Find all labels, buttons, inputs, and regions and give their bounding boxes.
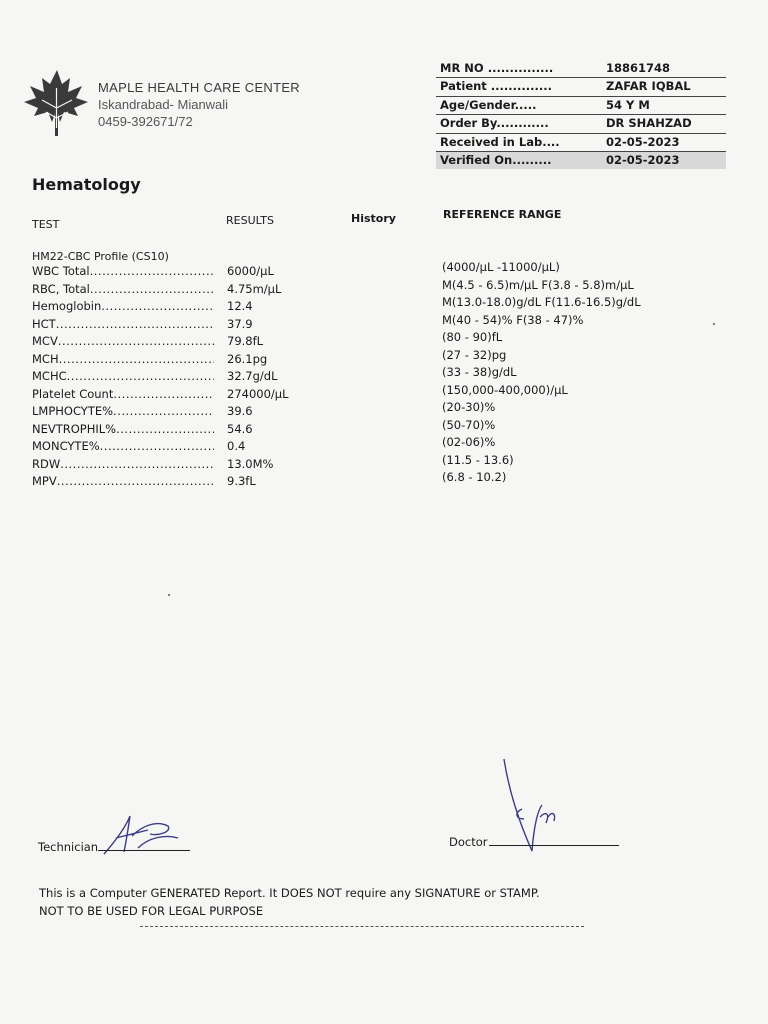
table-row	[32, 435, 732, 457]
test-result: 37.9	[227, 316, 253, 331]
patient-info-row	[436, 152, 726, 169]
test-name: MCH .....	[32, 352, 214, 366]
order-by-label: Order By............	[440, 116, 549, 131]
reference-range: (50-70)%	[442, 417, 496, 432]
reference-range: M(40 - 54)% F(38 - 47)%	[442, 312, 584, 327]
footer-divider	[140, 926, 584, 927]
org-address: Iskandrabad- Mianwali	[98, 97, 229, 112]
age-gender-value: 54 Y M	[606, 97, 650, 112]
table-row	[32, 382, 732, 405]
reference-range: M(4.5 - 6.5)m/µL F(3.8 - 5.8)m/µL	[442, 277, 634, 292]
table-row	[32, 330, 732, 352]
test-name: RBC, Total .....	[32, 282, 214, 296]
test-name: LMPHOCYTE% .....	[32, 404, 214, 418]
test-name: MONCYTE% .....	[32, 439, 214, 453]
doctor-signature-line	[489, 845, 619, 846]
doctor-label: Doctor	[449, 835, 488, 849]
test-result: 32.7g/dL	[227, 369, 278, 383]
order-by-value: DR SHAHZAD	[606, 116, 692, 131]
test-name: Hemoglobin .....	[32, 299, 214, 313]
test-name: MCHC .....	[32, 369, 214, 383]
reference-range: (33 - 38)g/dL	[442, 365, 517, 379]
org-header	[98, 79, 300, 130]
verified-label: Verified On.........	[440, 152, 552, 167]
table-row	[32, 452, 732, 475]
reference-range: (02-06)%	[442, 435, 496, 449]
column-header-history: History	[351, 212, 396, 225]
reference-range: (20-30)%	[442, 400, 496, 414]
scan-speck	[168, 594, 170, 596]
test-result: 26.1pg	[227, 351, 268, 366]
patient-info-row	[436, 60, 726, 78]
reference-range: (27 - 32)pg	[442, 347, 507, 362]
disclaimer-line-1: This is a Computer GENERATED Report. It DOES NOT require any SIGNATURE or STAMP.	[39, 886, 540, 900]
test-result: 12.4	[227, 299, 253, 313]
patient-label: Patient ..............	[440, 79, 552, 94]
test-result: 0.4	[227, 439, 246, 453]
test-result: 79.8fL	[227, 334, 264, 348]
column-header-results: RESULTS	[226, 214, 274, 227]
test-name: NEVTROPHIL% .....	[32, 422, 214, 436]
age-gender-label: Age/Gender.....	[440, 97, 537, 112]
column-header-reference: REFERENCE RANGE	[443, 208, 562, 221]
test-name: Platelet Count .....	[32, 387, 214, 401]
test-name: MCV .....	[32, 334, 214, 348]
test-name: MPV .....	[32, 474, 214, 488]
table-row	[32, 470, 732, 492]
table-row	[32, 312, 732, 335]
reference-range: M(13.0-18.0)g/dL F(11.6-16.5)g/dL	[442, 295, 641, 309]
technician-signature-line	[98, 850, 190, 851]
reference-range: (6.8 - 10.2)	[442, 470, 507, 484]
reference-range: (11.5 - 13.6)	[442, 452, 514, 467]
patient-info-row	[436, 115, 726, 133]
org-phone: 0459-392671/72	[98, 114, 193, 129]
received-label: Received in Lab....	[440, 134, 560, 149]
maple-leaf-icon	[22, 68, 92, 138]
test-result: 6000/µL	[227, 264, 274, 278]
patient-info-row	[436, 134, 726, 152]
table-row	[32, 400, 732, 422]
report-disclaimer	[39, 884, 540, 920]
test-result: 9.3fL	[227, 474, 256, 488]
patient-value: ZAFAR IQBAL	[606, 79, 691, 94]
received-value: 02-05-2023	[606, 134, 680, 149]
org-name: MAPLE HEALTH CARE CENTER	[98, 80, 300, 95]
test-name: RDW .....	[32, 457, 214, 471]
mr-no-label: MR NO ...............	[440, 61, 554, 75]
test-result: 54.6	[227, 421, 253, 436]
results-table	[32, 260, 732, 492]
profile-name: HM22-CBC Profile (CS10)	[32, 250, 169, 263]
patient-info-row	[436, 97, 726, 115]
verified-value: 02-05-2023	[606, 152, 680, 167]
patient-info-table	[436, 60, 726, 169]
reference-range: (4000/µL -11000/µL)	[442, 260, 560, 274]
test-result: 274000/µL	[227, 386, 289, 401]
disclaimer-line-2: NOT TO BE USED FOR LEGAL PURPOSE	[39, 904, 264, 918]
column-header-test: TEST	[32, 218, 60, 231]
section-title: Hematology	[32, 175, 141, 194]
doctor-signature-icon	[494, 755, 574, 855]
test-name: WBC Total .....	[32, 264, 214, 278]
technician-label: Technician	[38, 840, 99, 854]
test-result: 13.0M%	[227, 456, 274, 471]
test-name: HCT .....	[32, 317, 214, 331]
patient-info-row	[436, 78, 726, 96]
table-row	[32, 417, 732, 440]
table-row	[32, 347, 732, 370]
reference-range: (80 - 90)fL	[442, 330, 503, 344]
test-result: 4.75m/µL	[227, 281, 282, 296]
table-row	[32, 365, 732, 387]
mr-no-value: 18861748	[606, 61, 671, 75]
reference-range: (150,000-400,000)/µL	[442, 382, 568, 397]
table-row	[32, 295, 732, 317]
test-result: 39.6	[227, 404, 253, 418]
scan-speck	[713, 323, 715, 325]
